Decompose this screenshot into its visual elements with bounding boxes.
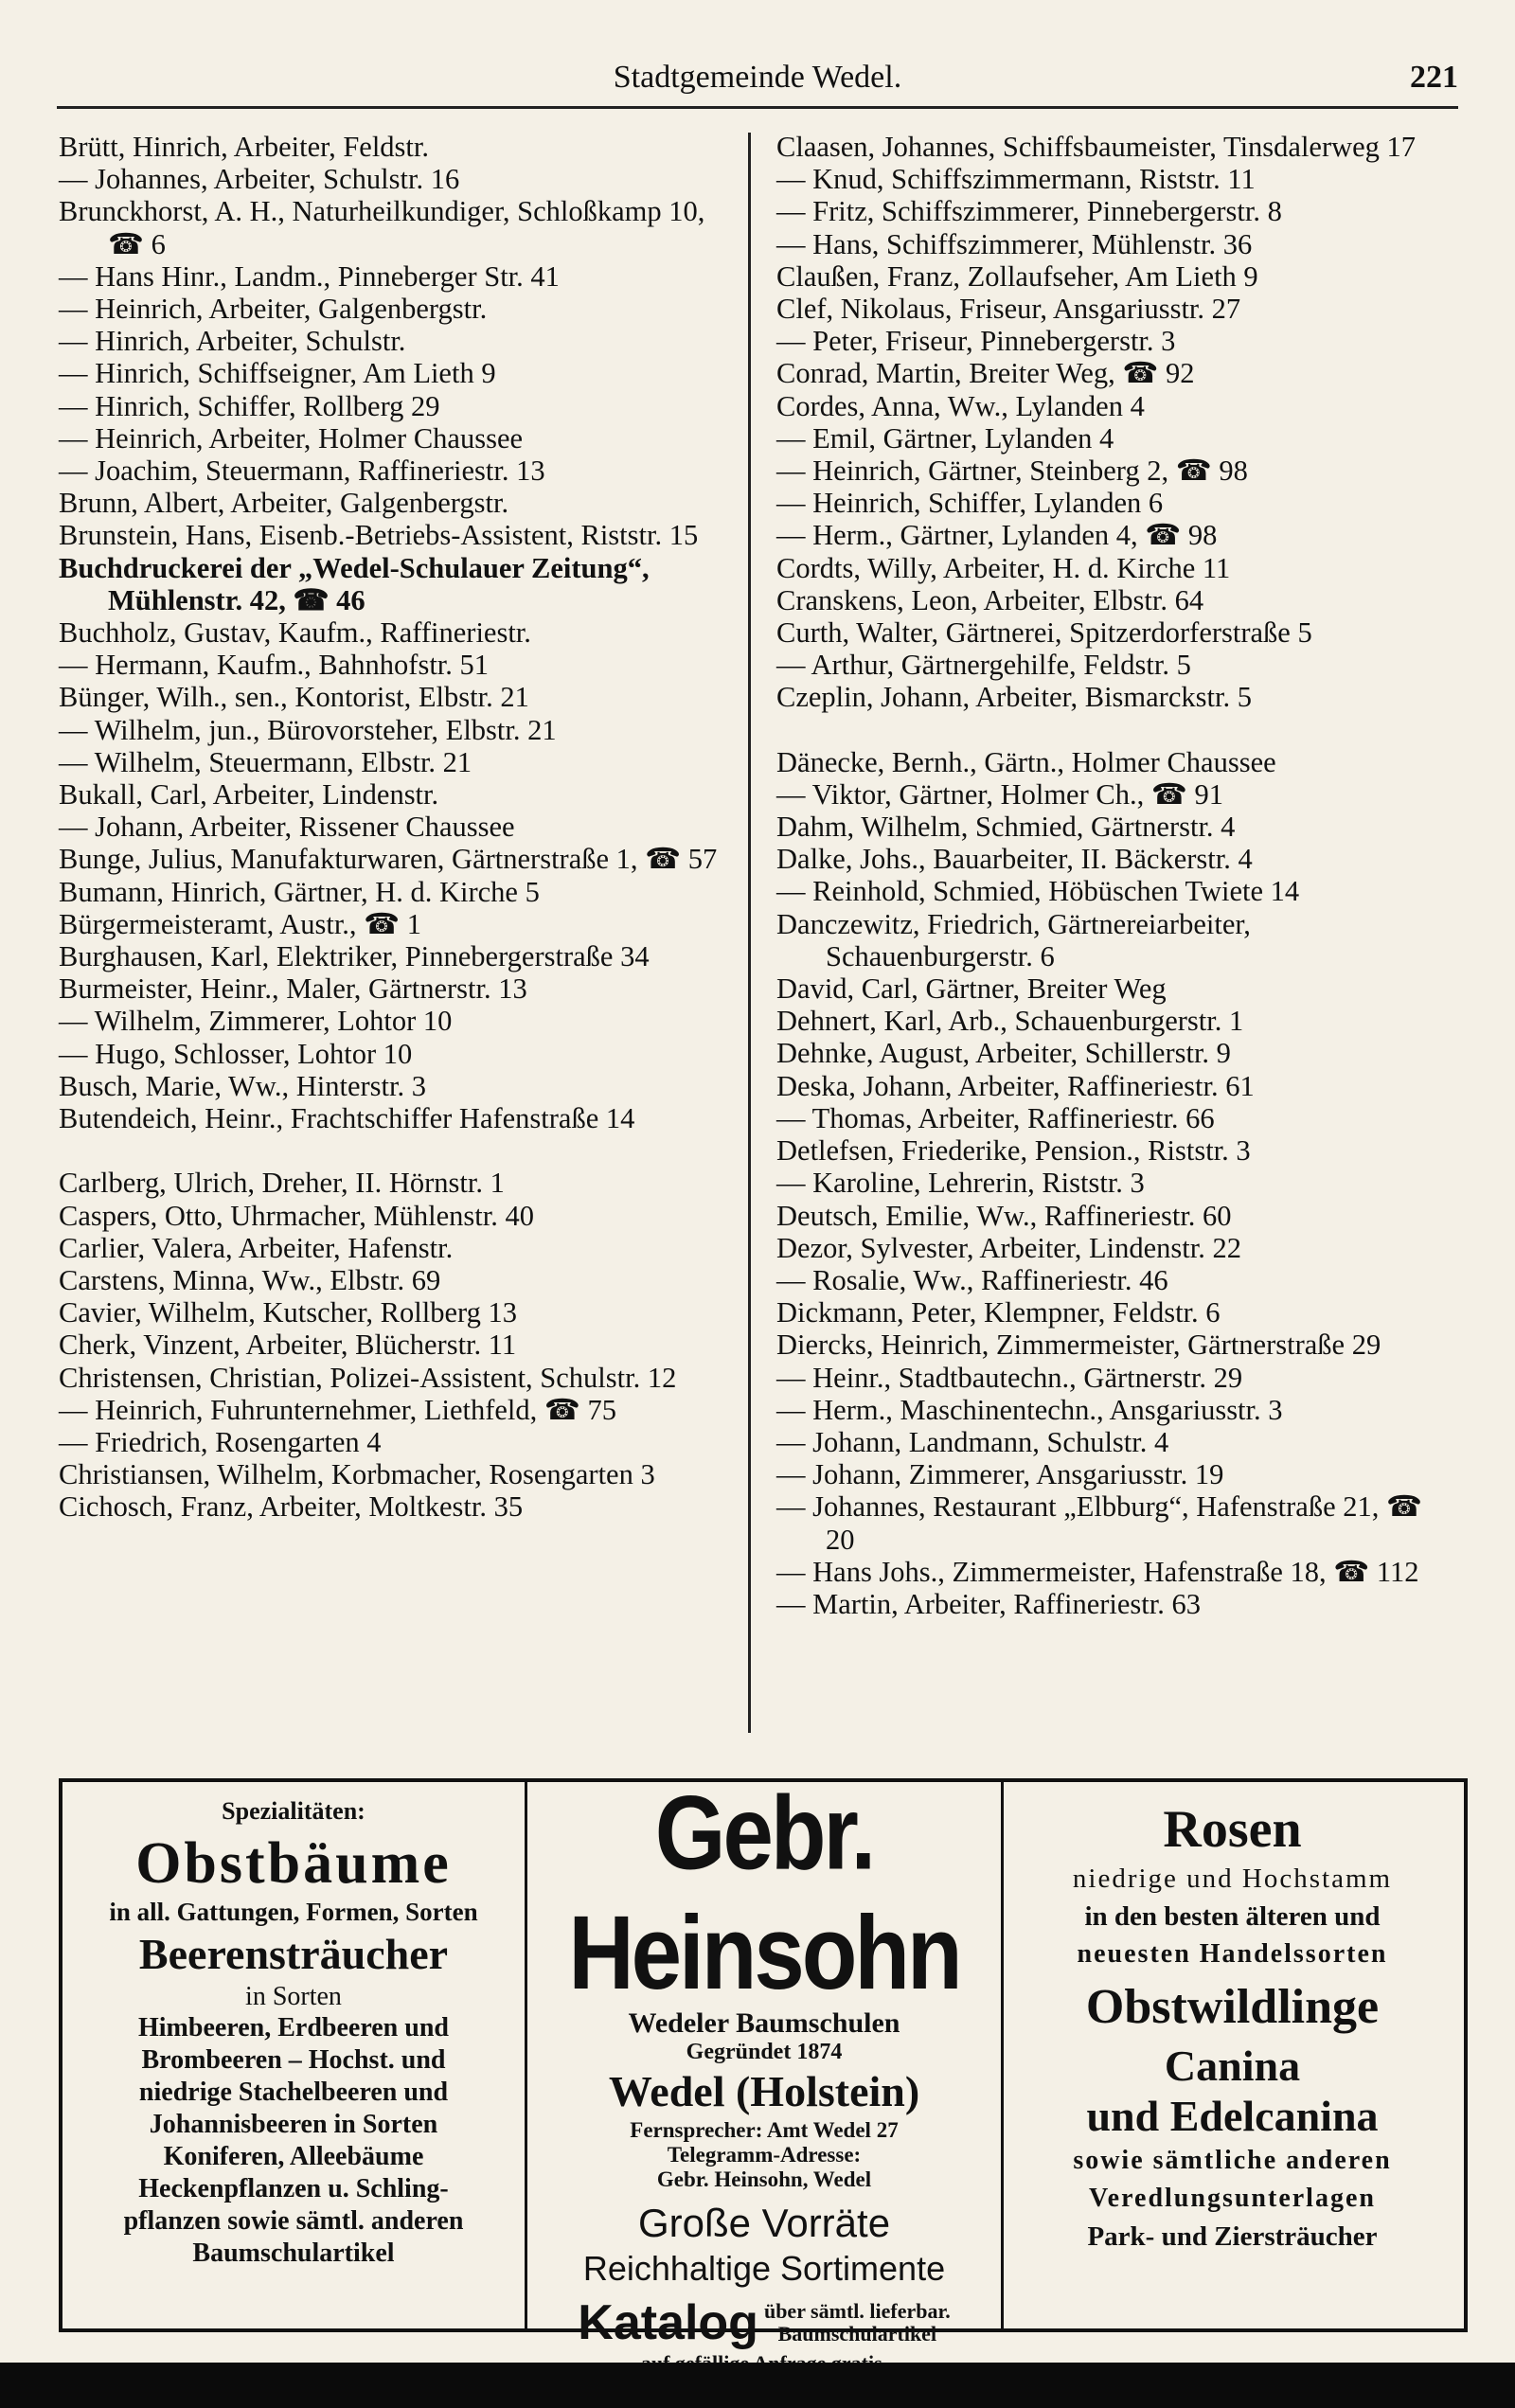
ad-text-line: Reichhaltige Sortimente (582, 2249, 946, 2288)
ad-text-line: niedrige und Hochstamm (1072, 1864, 1393, 1894)
directory-entry: — Hinrich, Arbeiter, Schulstr. (59, 325, 406, 358)
ad-brand-name: Gebr. Heinsohn (568, 1775, 960, 2012)
ad-text-line: Johannisbeeren in Sorten (149, 2110, 438, 2139)
directory-entry: Dahm, Wilhelm, Schmied, Gärtnerstr. 4 (776, 811, 1236, 844)
directory-entry: — Heinrich, Gärtner, Steinberg 2, ☎ 98 (776, 455, 1248, 488)
directory-entry: — Heinrich, Fuhrunternehmer, Liethfeld, ☎ 75 (59, 1393, 617, 1426)
directory-entry: — Heinrich, Arbeiter, Holmer Chaussee (59, 421, 524, 455)
directory-entry: — Hermann, Kaufm., Bahnhofstr. 51 (59, 649, 490, 682)
ad-edelcanina-heading: und Edelcanina (1086, 2092, 1379, 2140)
ad-fruit-trees-heading: Obstbäume (135, 1831, 452, 1896)
directory-entry: Diercks, Heinrich, Zimmermeister, Gärtnerstraße 29 (776, 1329, 1381, 1362)
directory-entry: — Johann, Landmann, Schulstr. 4 (776, 1425, 1169, 1458)
page-header (57, 52, 1458, 109)
directory-entry: Dänecke, Bernh., Gärtn., Holmer Chaussee (776, 745, 1276, 778)
directory-entry: — Karoline, Lehrerin, Riststr. 3 (776, 1167, 1145, 1200)
directory-entry: Christiansen, Wilhelm, Korbmacher, Rosengarten 3 (59, 1458, 655, 1491)
ad-canina-heading: Canina (1164, 2042, 1301, 2090)
directory-entry: Dehnert, Karl, Arb., Schauenburgerstr. 1 (776, 1005, 1244, 1038)
directory-entry: Christensen, Christian, Polizei-Assistent, Schulstr. 12 (59, 1361, 677, 1394)
ad-text-line: Park- und Ziersträucher (1087, 2221, 1378, 2252)
directory-entry: Buchdruckerei der „Wedel-Schulauer Zeitung“, Mühlenstr. 42, ☎ 46 (59, 551, 650, 616)
directory-entry: Cranskens, Leon, Arbeiter, Elbstr. 64 (776, 583, 1204, 616)
directory-entry: Brütt, Hinrich, Arbeiter, Feldstr. (59, 131, 429, 163)
directory-entry: — Wilhelm, Zimmerer, Lohtor 10 (59, 1005, 453, 1038)
left-column (59, 131, 740, 1524)
ad-catalog-line (527, 2294, 1001, 2351)
directory-entry: — Wilhelm, jun., Bürovorsteher, Elbstr. 21 (59, 713, 557, 746)
directory-entry: Deutsch, Emilie, Ww., Raffineriestr. 60 (776, 1199, 1232, 1232)
ad-left-panel (62, 1782, 525, 2328)
ad-text-line: in Sorten (245, 1982, 342, 2011)
ad-text-line: Große Vorräte (637, 2201, 891, 2245)
ad-text-line: Veredlungsunterlagen (1089, 2184, 1376, 2213)
directory-entry: — Viktor, Gärtner, Holmer Ch., ☎ 91 (776, 777, 1223, 811)
directory-entry: — Thomas, Arbeiter, Raffineriestr. 66 (776, 1101, 1215, 1134)
ad-center-panel (525, 1775, 1004, 2350)
ad-catalog-word: Katalog (578, 2295, 758, 2350)
directory-entry: Burmeister, Heinr., Maler, Gärtnerstr. 13 (59, 972, 527, 1006)
directory-entry: Czeplin, Johann, Arbeiter, Bismarckstr. 5 (776, 681, 1252, 714)
directory-entry: — Hinrich, Schiffer, Rollberg 29 (59, 389, 440, 422)
ad-text-line: in all. Gattungen, Formen, Sorten (109, 1898, 478, 1926)
section-gap (776, 714, 1458, 746)
directory-entry: — Hans Johs., Zimmermeister, Hafenstraße 18, ☎ 112 (776, 1555, 1419, 1588)
directory-entry: Dezor, Sylvester, Arbeiter, Lindenstr. 22 (776, 1231, 1241, 1264)
directory-entry: David, Carl, Gärtner, Breiter Weg (776, 972, 1167, 1006)
directory-entry: — Martin, Arbeiter, Raffineriestr. 63 (776, 1587, 1201, 1620)
directory-entry: — Johann, Arbeiter, Rissener Chaussee (59, 811, 515, 844)
directory-entry: Bürgermeisteramt, Austr., ☎ 1 (59, 907, 422, 940)
directory-entry: — Arthur, Gärtnergehilfe, Feldstr. 5 (776, 649, 1191, 682)
header-rule (57, 106, 1458, 109)
ad-text-line: Himbeeren, Erdbeeren und (138, 2013, 449, 2042)
scan-border (0, 2363, 1515, 2408)
directory-entry: — Reinhold, Schmied, Höbüschen Twiete 14 (776, 875, 1300, 908)
ad-text-line: Baumschulartikel (777, 2322, 937, 2346)
directory-entry: Busch, Marie, Ww., Hinterstr. 3 (59, 1069, 426, 1102)
ad-text-line: neuesten Handelssorten (1077, 1939, 1388, 1969)
ad-specialties-label: Spezialitäten: (222, 1797, 365, 1825)
directory-entry: Brunn, Albert, Arbeiter, Galgenbergstr. (59, 487, 509, 520)
directory-entry: — Fritz, Schiffszimmerer, Pinnebergerstr. 8 (776, 195, 1282, 228)
directory-entry: — Knud, Schiffszimmermann, Riststr. 11 (776, 163, 1256, 196)
directory-entry: Brunstein, Hans, Eisenb.-Betriebs-Assistent, Riststr. 15 (59, 519, 699, 552)
directory-entry: Burghausen, Karl, Elektriker, Pinnebergerstraße 34 (59, 940, 650, 973)
directory-entry: Deska, Johann, Arbeiter, Raffineriestr. 61 (776, 1069, 1255, 1102)
directory-entry: Claasen, Johannes, Schiffsbaumeister, Tinsdalerweg 17 (776, 131, 1417, 163)
section-gap (59, 1134, 740, 1167)
directory-entry: — Johann, Zimmerer, Ansgariusstr. 19 (776, 1458, 1224, 1491)
directory-entry: Brunckhorst, A. H., Naturheilkundiger, Schloßkamp 10, ☎ 6 (59, 195, 705, 260)
directory-entry: — Herm., Maschinentechn., Ansgariusstr. 3 (776, 1393, 1283, 1426)
ad-text-line: Telegramm-Adresse: (667, 2143, 862, 2167)
directory-entry: Danczewitz, Friedrich, Gärtnereiarbeiter, Schauenburgerstr. 6 (776, 907, 1251, 972)
page-title: Stadtgemeinde Wedel. (613, 60, 902, 95)
directory-entry: — Joachim, Steuermann, Raffineriestr. 13 (59, 455, 545, 488)
ad-text-line: Brombeeren – Hochst. und (141, 2045, 446, 2075)
directory-entry: Bunge, Julius, Manufakturwaren, Gärtnerstraße 1, ☎ 57 (59, 843, 718, 876)
ad-text-line: sowie sämtliche anderen (1073, 2146, 1392, 2175)
ad-wildlings-heading: Obstwildlinge (1085, 1980, 1380, 2034)
directory-entry: — Johannes, Restaurant „Elbburg“, Hafenstraße 21, ☎ 20 (776, 1490, 1422, 1556)
ad-text-line: Gegründet 1874 (686, 2040, 843, 2064)
ad-catalog-note (764, 2300, 951, 2346)
ad-text-line: über sämtl. lieferbar. (763, 2299, 951, 2323)
directory-entry: Caspers, Otto, Uhrmacher, Mühlenstr. 40 (59, 1199, 534, 1232)
right-column (776, 131, 1458, 1620)
directory-entry: Buchholz, Gustav, Kaufm., Raffineriestr. (59, 616, 531, 650)
directory-entry: Bukall, Carl, Arbeiter, Lindenstr. (59, 778, 439, 812)
directory-entry: Butendeich, Heinr., Frachtschiffer Hafenstraße 14 (59, 1102, 635, 1135)
directory-entry: Bumann, Hinrich, Gärtner, H. d. Kirche 5 (59, 875, 540, 908)
ad-text-line: Koniferen, Alleebäume (163, 2142, 424, 2171)
directory-entry: Cavier, Wilhelm, Kutscher, Rollberg 13 (59, 1296, 517, 1329)
column-divider (748, 133, 751, 1733)
directory-entry: — Heinrich, Arbeiter, Galgenbergstr. (59, 293, 488, 326)
directory-entry: Dickmann, Peter, Klempner, Feldstr. 6 (776, 1296, 1221, 1329)
directory-entry: Carlberg, Ulrich, Dreher, II. Hörnstr. 1 (59, 1167, 505, 1200)
ad-text-line: niedrige Stachelbeeren und (138, 2078, 449, 2107)
directory-entry: Claußen, Franz, Zollaufseher, Am Lieth 9 (776, 259, 1258, 293)
directory-entry: Cordes, Anna, Ww., Lylanden 4 (776, 389, 1145, 422)
directory-entry: Cordts, Willy, Arbeiter, H. d. Kirche 11 (776, 551, 1231, 584)
directory-entry: — Peter, Friseur, Pinnebergerstr. 3 (776, 325, 1176, 358)
directory-entry: Conrad, Martin, Breiter Weg, ☎ 92 (776, 357, 1195, 390)
directory-entry: — Hinrich, Schiffseigner, Am Lieth 9 (59, 357, 496, 390)
ad-text-line: Heckenpflanzen u. Schling- (138, 2174, 449, 2203)
page-number: 221 (1410, 60, 1458, 95)
directory-entry: Bünger, Wilh., sen., Kontorist, Elbstr. 21 (59, 681, 529, 714)
directory-entry: Cichosch, Franz, Arbeiter, Moltkestr. 35 (59, 1490, 524, 1524)
directory-entry: — Wilhelm, Steuermann, Elbstr. 21 (59, 745, 472, 778)
ad-roses-heading: Rosen (1163, 1800, 1302, 1859)
directory-entry: — Herm., Gärtner, Lylanden 4, ☎ 98 (776, 519, 1218, 552)
ad-right-panel (1001, 1782, 1464, 2328)
ad-text-line: Wedeler Baumschulen (628, 2007, 900, 2039)
ad-text-line: Gebr. Heinsohn, Wedel (656, 2167, 872, 2191)
directory-entry: — Emil, Gärtner, Lylanden 4 (776, 421, 1114, 455)
ad-location-heading: Wedel (Holstein) (608, 2067, 920, 2115)
directory-entry: Detlefsen, Friederike, Pension., Riststr. 3 (776, 1134, 1251, 1168)
directory-entry: — Rosalie, Ww., Raffineriestr. 46 (776, 1263, 1168, 1296)
advertisement-box (59, 1775, 1468, 2350)
directory-entry: Dalke, Johs., Bauarbeiter, II. Bäckerstr. 4 (776, 843, 1253, 876)
ad-text-line: Baumschulartikel (192, 2239, 395, 2268)
ad-text-line: pflanzen sowie sämtl. anderen (123, 2206, 464, 2236)
directory-entry: — Hans Hinr., Landm., Pinneberger Str. 41 (59, 259, 560, 293)
directory-entry: — Hans, Schiffszimmerer, Mühlenstr. 36 (776, 227, 1253, 260)
ad-text-line: Fernsprecher: Amt Wedel 27 (630, 2118, 899, 2142)
directory-entry: Clef, Nikolaus, Friseur, Ansgariusstr. 27 (776, 293, 1241, 326)
directory-entry: — Johannes, Arbeiter, Schulstr. 16 (59, 163, 460, 196)
ad-text-line: in den besten älteren und (1084, 1901, 1381, 1932)
directory-entry: — Heinrich, Schiffer, Lylanden 6 (776, 487, 1164, 520)
ad-berry-bushes-heading: Beerensträucher (138, 1930, 449, 1978)
directory-entry: Carstens, Minna, Ww., Elbstr. 69 (59, 1263, 441, 1296)
directory-entry: Carlier, Valera, Arbeiter, Hafenstr. (59, 1231, 454, 1264)
directory-entry: — Friedrich, Rosengarten 4 (59, 1425, 382, 1458)
directory-entry: — Hugo, Schlosser, Lohtor 10 (59, 1037, 413, 1070)
directory-entry: Dehnke, August, Arbeiter, Schillerstr. 9 (776, 1037, 1231, 1070)
directory-entry: Cherk, Vinzent, Arbeiter, Blücherstr. 11 (59, 1329, 517, 1362)
directory-entry: Curth, Walter, Gärtnerei, Spitzerdorferstraße 5 (776, 616, 1312, 650)
directory-entry: — Heinr., Stadtbautechn., Gärtnerstr. 29 (776, 1361, 1243, 1394)
